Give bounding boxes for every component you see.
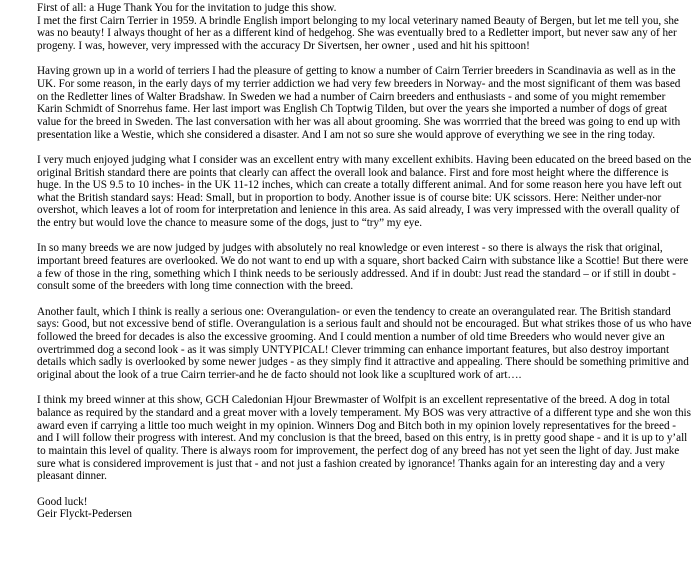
paragraph-entry-judging: I very much enjoyed judging what I consider was an excellent entry with many excellent exhibits. Having been educated on the breed based on the original British standard there are points that clearly can affect the overall look and balance. First and fore most height where the difference is huge. In the US 9.5 to 10 inches- in the UK 11-12 inches, which can create a totally different animal. And for some reason here you have left out what the British standard says: Head: Small, but in proportion to body. Another issue is of course bite: UK scissors. Here: Neither under-nor overshot, which leaves a lot of room for interpretation and lenience in this area. As said already, I was very impressed with the overall quality of the entry but would love the chance to measure some of the dogs, just to “try” my eye.	[37, 153, 692, 230]
signature: Geir Flyckt-Pedersen	[37, 508, 132, 521]
closing-line: Good luck!	[37, 495, 88, 508]
paragraph-first-cairn: I met the first Cairn Terrier in 1959. A brindle English import belonging to my local veterinary named Beauty of Bergen, but let me tell you, she was no beauty! I always thought of her as a different kind of hedgehog. She was eventually bred to a Redletter import, but never saw any of her progeny. I was, however, very impressed with the accuracy Dr Sivertsen, her owner , used and hit his spittoon!	[37, 14, 679, 52]
paragraph-breed-winner: I think my breed winner at this show, GCH Caledonian Hjour Brewmaster of Wolfpit is an excellent representative of the breed. A dog in total balance as required by the standard and a great mover with a lovely temperament. My BOS was very attractive of a different type and she won this award even if carrying a little too much weight in my opinion. Winners Dog and Bitch both in my opinion lovely representatives for the breed - and I will follow their progress with interest. And my conclusion is that the breed, based on this entry, is in pretty good shape - and it is up to y’all to maintain this level of quality. There is always room for improvement, the perfect dog of any breed has not yet seen the light of day. Just make sure what is considered improvement is just that - and not just a fashion created by ignorance! Thanks again for an interesting day and a very pleasant dinner.	[37, 394, 691, 483]
opening-line: First of all: a Huge Thank You for the invitation to judge this show.	[37, 2, 337, 14]
paragraph-breeders-scandinavia: Having grown up in a world of terriers I had the pleasure of getting to know a number of Cairn Terrier breeders in Scandinavia as well as in the UK. For some reason, in the early days of my terrier addiction we had very few breeders in Norway- and the most significant of them was based on the Redletter lines of Walter Bradshaw. In Sweden we had a number of Cairn breeders and enthusiasts - and some of you might remember Karin Schmidt of Snorrehus fame. Her last import was English Ch Toptwig Tilden, but over the years she imported a number of dogs of great value for the breed in Sweden. The last conversation with her was all about grooming. She was worrried that the breed was going to end up with presentation like a Westie, which she considered a disaster. And I am not so sure she would approve of everything we see in the ring today.	[37, 65, 681, 141]
paragraph-overangulation: Another fault, which I think is really a serious one: Overangulation- or even the tendency to create an overangulated rear. The British standard says: Good, but not excessive bend of stifle. Overangulation is a serious fault and should not be encouraged. But what strikes those of us who have followed the breed for decades is also the excessive grooming. And I could mention a number of old time Breeders who would never give an overtrimmed dog a second look - as it was simply UNTYPICAL! Clever trimming can enhance important features, but also destroy important details which sadly is overlooked by some newer judges - as they simply find it attractive and appealing. There should be something primitive and original about the look of a true Cairn terrier-and he de facto should not look like a scupltured work of art….	[37, 305, 692, 381]
paragraph-breed-features: In so many breeds we are now judged by judges with absolutely no real knowledge or even interest - so there is always the risk that original, important breed features are overlooked. We do not want to end up with a square, short backed Cairn with substance like a Scottie! But there were a few of those in the ring, something which I think needs to be seriously addressed. And if in doubt: Just read the standard – or if still in doubt - consult some of the breeders with long time connection with the breed.	[37, 242, 689, 293]
